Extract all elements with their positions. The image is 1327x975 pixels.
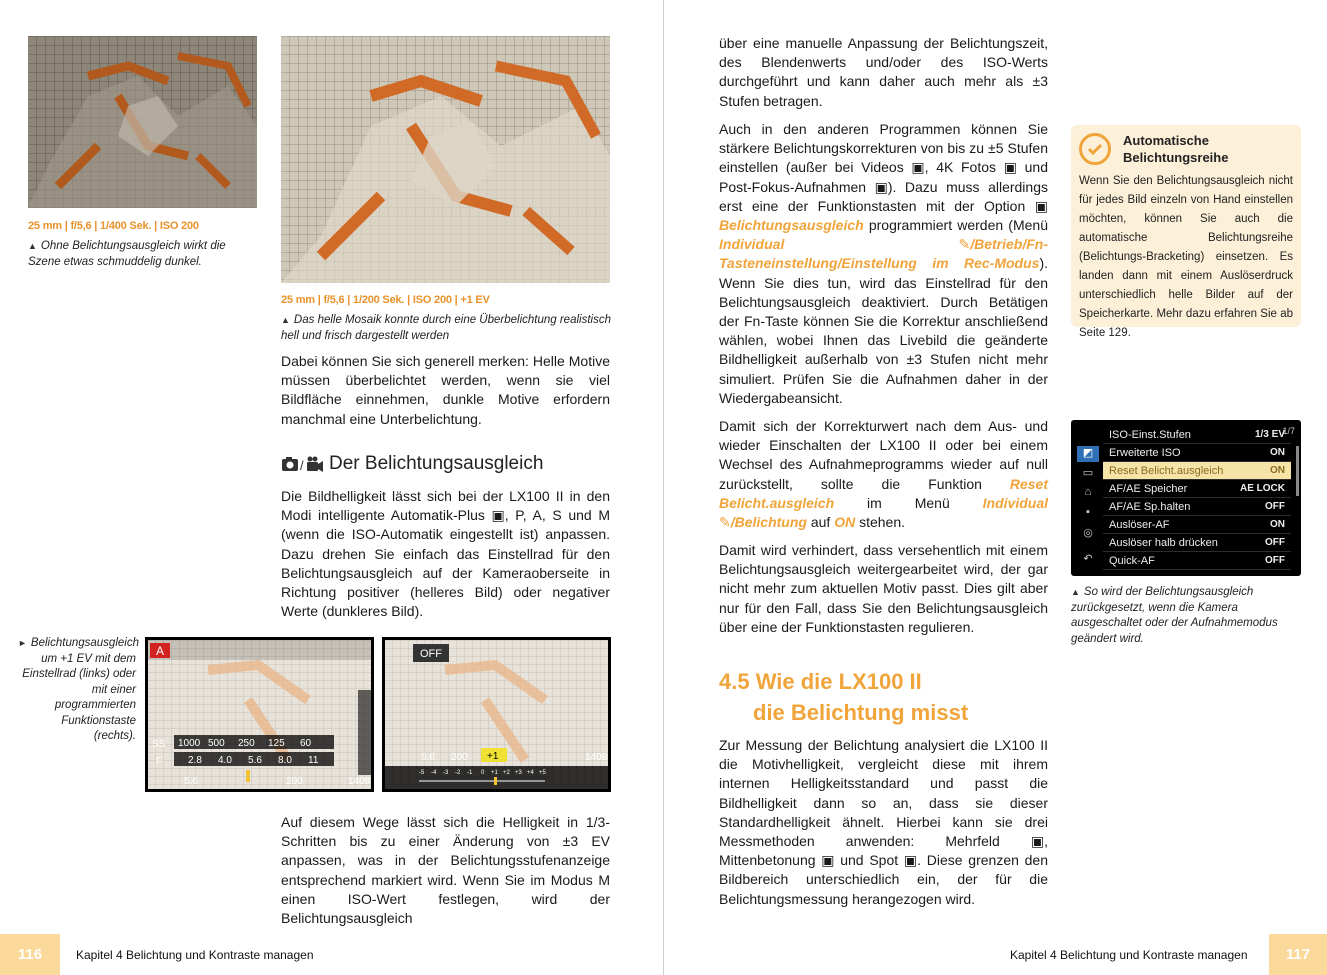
svg-text:+2: +2 xyxy=(503,770,510,776)
body-paragraph: Auch in den anderen Programmen können Sie stärkere Belichtungskorrekturen von bis zu ±5 Stufen einstellen (außer bei Videos ▣, 4K Fotos ▣ und Post-Fokus-Aufnahmen ▣). Dazu muss allerdings erst eine der Funktionstasten mit der Option ▣ Belichtungsausgleich programmiert werden (Menü Individual ✎/Betrieb/Fn-Tasteneinstellung/Einstellung im Rec-Modus). Wenn Sie dies tun, wird das Einstellrad für den Belichtungsausgleich deaktiviert. Durch Betätigen der Fn-Taste können Sie die Korrektur anschließend wählen, wobei Ihnen das Livebild die geänderte Bildhelligkeit außerhalb von ±3 Stufen nicht mehr simuliert. Prüfen Sie die Aufnahmen daher in der Wiedergabeansicht. xyxy=(719,121,1048,406)
check-icon xyxy=(1079,133,1111,165)
footer-chapter: Kapitel 4 Belichtung und Kontraste managen xyxy=(1010,947,1248,962)
menu-tab-icon: ⌂ xyxy=(1084,486,1092,498)
svg-text:-1: -1 xyxy=(467,770,473,776)
svg-text:5.6: 5.6 xyxy=(421,752,435,763)
body-paragraph: Auf diesem Wege lässt sich die Helligkeit in 1/3-Schritten bis zu einer Änderung von ±3 EV anpassen, was in der Belichtungsstufenanzeige entsprechend markiert wird. Wenn Sie im Modus M einen ISO-Wert festlegen, wird der Belichtungsausgleich xyxy=(281,814,610,927)
shutter-value: 60 xyxy=(300,738,312,749)
svg-text:-2: -2 xyxy=(455,770,461,776)
side-arrow-icon: ► xyxy=(18,638,27,648)
svg-text:+4: +4 xyxy=(527,770,534,776)
body-paragraph: Zur Messung der Belichtung analysiert die LX100 II die Motivhelligkeit, vergleicht diese mit ihrem internen Helligkeitsstandard und passt die Bildhelligkeit dann so an, dass sie dieser Standardhelligkeit ähnelt. Hierbei kann sie drei Messmethoden anwenden: Mehrfeld ▣, Mittenbetonung ▣ und Spot ▣. Diese grenzen den Bildbereich unterschiedlich ein, der für die Belichtungsmessung herangezogen wird. xyxy=(719,737,1048,907)
svg-text:1408: 1408 xyxy=(348,776,371,787)
back-icon: ↶ xyxy=(1083,553,1093,565)
photo1-caption: ▲ Ohne Belichtungsausgleich wirkt die Szene etwas schmuddelig dunkel. xyxy=(28,240,226,268)
caption-triangle-icon: ▲ xyxy=(28,241,37,251)
svg-text:0: 0 xyxy=(481,770,485,776)
body-paragraph: Damit wird verhindert, dass versehentlich mit einem Belichtungsausgleich weitergearbeitet wird, der gar nicht mehr zum aktuellen Motiv passt. Dies gilt aber nur für den Fall, dass Sie den Belichtungsausgleich über eine der Funktionstasten regulieren. xyxy=(719,542,1048,635)
body-paragraph: Die Bildhelligkeit lässt sich bei der LX100 II in den Modi intelligente Automatik-Plus ▣, P, A, S und M (wenn die ISO-Automatik eingestellt ist) anpassen. Dazu drehen Sie einfach das Einstellrad für den Belichtungsausgleich auf der Kameraoberseite in Richtung positiver (helleres Bild) oder negativer Werte (dunkleres Bild). xyxy=(281,488,610,620)
mosaic-photo-dark xyxy=(28,36,257,208)
svg-text:-4: -4 xyxy=(431,770,437,776)
info-box-text: Wenn Sie den Belichtungsausgleich nicht für jedes Bild einzeln von Hand einstellen möchten, können Sie auch die automatische Belichtungsreihe (Belichtungs-Bracketing) einsetzen. Es landen dann mit einem Auslöserdruck unterschiedlich helle Bilder auf der Speicherkarte. Mehr dazu erfahren Sie ab Seite 129. xyxy=(1079,175,1293,339)
svg-text:/: / xyxy=(300,458,304,473)
svg-text:-5: -5 xyxy=(419,770,425,776)
exposure-icon: ◩ xyxy=(1077,446,1099,462)
aperture-value: 11 xyxy=(308,755,319,766)
page-number: 116 xyxy=(0,934,60,975)
camera-video-icon xyxy=(281,455,323,473)
menu-item[interactable]: Auslöser-AF ON xyxy=(1103,516,1291,534)
svg-text:SS: SS xyxy=(152,739,166,750)
shutter-value: 125 xyxy=(268,738,285,749)
svg-text:+1: +1 xyxy=(491,770,498,776)
photo2-caption: ▲ Das helle Mosaik konnte durch eine Überbelichtung realistisch hell und frisch dargestellt werden xyxy=(281,314,611,342)
caption-triangle-icon: ▲ xyxy=(281,315,290,325)
svg-text:F: F xyxy=(156,756,163,767)
menu-tab-icon: ▪ xyxy=(1086,506,1090,518)
mosaic-photo-bright xyxy=(281,36,610,283)
section-heading xyxy=(281,453,543,475)
svg-text:-3: -3 xyxy=(443,770,449,776)
menu-item[interactable]: AF/AE Sp.halten OFF xyxy=(1103,498,1291,516)
aperture-value: 5.6 xyxy=(248,755,262,766)
svg-text:200: 200 xyxy=(286,776,303,787)
svg-text:1408: 1408 xyxy=(585,752,608,763)
caption-triangle-icon: ▲ xyxy=(1071,587,1080,597)
menu-item[interactable]: Quick-AF OFF xyxy=(1103,552,1291,570)
photo1-meta: 25 mm | f/5,6 | 1/400 Sek. | ISO 200 xyxy=(28,220,199,232)
menu-scrollbar[interactable] xyxy=(1296,446,1299,496)
menu-page: 1/7 xyxy=(1282,426,1295,436)
menu-item[interactable]: ISO-Einst.Stufen 1/3 EV xyxy=(1103,426,1291,444)
shutter-value: 250 xyxy=(238,738,255,749)
aperture-value: 2.8 xyxy=(188,755,202,766)
camera-menu-screen xyxy=(1071,420,1301,576)
aperture-value: 4.0 xyxy=(218,755,232,766)
ev-indicator: +1 xyxy=(487,751,499,762)
menu-item[interactable]: Auslöser halb drücken OFF xyxy=(1103,534,1291,552)
off-indicator: OFF xyxy=(420,648,442,660)
svg-text:+3: +3 xyxy=(515,770,522,776)
menu-item[interactable]: AF/AE Speicher AE LOCK xyxy=(1103,480,1291,498)
body-paragraph: Dabei können Sie sich generell merken: Helle Motive müssen überbelichtet werden, wenn sie viel Bildfläche einnehmen, dunkle Motive erfordern manchmal eine Unterbelichtung. xyxy=(281,353,610,427)
chapter-title-line2: die Belichtung misst xyxy=(753,700,969,725)
menu-item[interactable]: Erweiterte ISO ON xyxy=(1103,444,1291,462)
shutter-value: 1000 xyxy=(178,738,201,749)
mode-indicator: A xyxy=(155,644,165,658)
body-paragraph: Damit sich der Korrekturwert nach dem Aus- und wieder Einschalten der LX100 II oder bei einem Wechsel des Aufnahmeprogramms wieder auf null zurückstellt, sollte die Funktion Reset Belicht.ausgleich im Menü Individual ✎/Belichtung auf ON stehen. xyxy=(719,418,1048,531)
section-title: Der Belichtungsausgleich xyxy=(329,453,544,474)
side-caption: ► Belichtungsausgleich um +1 EV mit dem Einstellrad (links) oder mit einer programmierten Funktionstaste (rechts). xyxy=(18,637,139,742)
chapter-title-line1: 4.5 Wie die LX100 II xyxy=(719,669,922,694)
footer-chapter: Kapitel 4 Belichtung und Kontraste managen xyxy=(76,947,314,962)
right-page xyxy=(664,0,1327,975)
aperture-value: 8.0 xyxy=(278,755,292,766)
svg-text:200: 200 xyxy=(451,752,468,763)
chapter-heading xyxy=(719,666,968,728)
camera-screen-dial xyxy=(145,637,374,792)
photo2-meta: 25 mm | f/5,6 | 1/200 Sek. | ISO 200 | +1 EV xyxy=(281,294,490,306)
menu-tab-icon: ◎ xyxy=(1083,527,1093,539)
body-paragraph: über eine manuelle Anpassung der Belichtungszeit, des Blendenwerts und/oder des ISO-Werts durchgeführt und kann daher auch mehr als ±3 Stufen betragen. xyxy=(719,35,1048,109)
svg-text:+5: +5 xyxy=(539,770,546,776)
info-box xyxy=(1071,125,1301,339)
shutter-value: 500 xyxy=(208,738,225,749)
left-page xyxy=(0,0,663,975)
page-number: 117 xyxy=(1269,934,1327,975)
camera-screen-fn xyxy=(382,637,611,792)
menu-item-selected[interactable]: Reset Belicht.ausgleich ON xyxy=(1103,462,1291,480)
svg-text:5.6: 5.6 xyxy=(184,776,198,787)
info-box-title: Automatische Belichtungsreihe xyxy=(1123,133,1229,165)
menu-caption: ▲ So wird der Belichtungsausgleich zurückgesetzt, wenn die Kamera ausgeschaltet oder der Aufnahmemodus geändert wird. xyxy=(1071,586,1278,645)
menu-tab-icon: ▭ xyxy=(1082,467,1094,479)
